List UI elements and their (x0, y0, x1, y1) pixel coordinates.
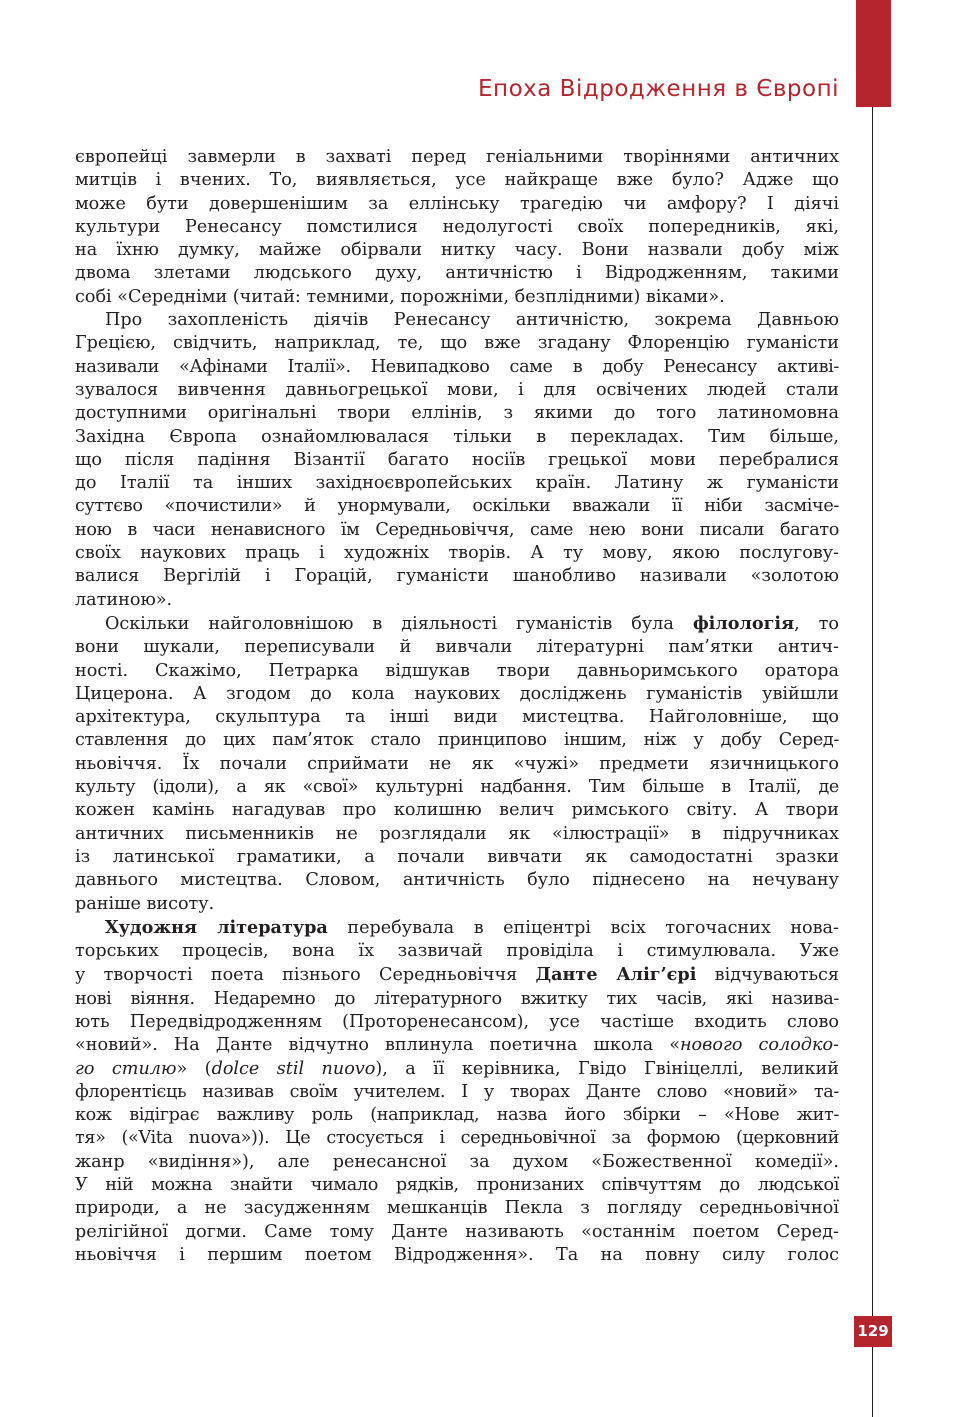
text-line (75, 1058, 839, 1081)
line-text: культури Ренесансу помстилися недолугості своїх попередників, які, (75, 216, 839, 237)
line-text: латиною». (75, 589, 173, 610)
text-line (75, 332, 839, 355)
text-line (75, 426, 839, 449)
line-text: двома злетами людського духу, античністю і Відродженням, такими (75, 263, 839, 284)
line-text: до Італії та інших західноєвропейських країн. Латину ж гуманісти (75, 473, 839, 494)
line-text: ною в часи ненависного їм Середньовіччя, саме нею вони писали багато (75, 519, 839, 540)
line-text: релігійної догми. Саме тому Данте називають «останнім поетом Серед- (75, 1221, 839, 1242)
text-line (75, 309, 839, 332)
line-text: нові віяння. Недаремно до літературного вжитку тих часів, які назива- (75, 988, 839, 1009)
text-line (75, 893, 839, 916)
text-line (75, 963, 839, 987)
text-line (75, 846, 839, 869)
line-text: Цицерона. А згодом до кола наукових досліджень гуманістів увійшли (75, 683, 839, 704)
text-line (75, 495, 839, 518)
line-text: у творчості поета пізнього Середньовіччя (75, 965, 536, 986)
text-line (75, 472, 839, 495)
line-text: кожен камінь нагадував про колишню велич римського світу. А твори (75, 800, 839, 821)
line-text: європейці завмерли в захваті перед геніальними творіннями античних (75, 147, 839, 167)
text-line (75, 636, 839, 659)
italic-phrase: dolce stil nuovo (211, 1058, 376, 1079)
line-text: Про захопленість діячів Ренесансу античністю, зокрема Давньою (105, 310, 839, 331)
text-line (75, 1174, 839, 1197)
running-header-title: Епоха Відродження в Європі (478, 76, 839, 102)
line-text: , то (794, 613, 839, 634)
text-line (75, 660, 839, 683)
text-line (75, 916, 839, 940)
text-line (75, 753, 839, 776)
line-text: ньовіччя. Їх почали сприймати не як «чужі» предмети язичницького (75, 753, 839, 774)
line-text: природи, а не засудженням мешканців Пекла з погляду середньовічної (75, 1198, 839, 1219)
line-text: ють Передвідродженням (Проторенесансом), усе частіше входить слово (75, 1011, 839, 1032)
line-text: доступними оригінальні твори еллінів, з якими до того латиномовна (75, 403, 839, 424)
text-line (75, 146, 839, 169)
text-line (75, 1151, 839, 1174)
line-text: флорентієць називав своїм учителем. І у творах Данте слово «новий» та- (75, 1081, 839, 1102)
page-number: 129 (854, 1316, 892, 1347)
line-text: » ( (176, 1058, 212, 1079)
body-text (75, 146, 839, 1267)
line-text: ), а її керівника, Гвідо Гвініцеллі, великий (375, 1058, 839, 1079)
text-line (75, 988, 839, 1011)
italic-phrase: нового солодко- (679, 1035, 839, 1056)
line-text: раніше висоту. (75, 893, 215, 914)
line-text: культу (ідоли), а як «свої» культурні надбання. Тим більше в Італії, де (75, 777, 839, 798)
text-line (75, 542, 839, 565)
line-text: перебувала в епіцентрі всіх тогочасних нова- (327, 917, 839, 938)
line-text: собі «Середніми (читай: темними, порожніми, безплідними) віками». (75, 286, 725, 307)
header-accent-bar (856, 0, 891, 107)
text-line (75, 1104, 839, 1127)
line-text: жанр «видіння»), але ренесансної за духом «Божественної комедії». (75, 1151, 839, 1172)
line-text: митців і вчених. То, виявляється, усе найкраще вже було? Адже що (75, 170, 839, 191)
line-text: торських процесів, вона їх зазвичай провіділа і стимулювала. Уже (75, 941, 839, 962)
line-text: Грецією, свідчить, наприклад, те, що вже згадану Флоренцію гуманісти (75, 333, 839, 354)
line-text: тя» («Vita nuova»)). Це стосується і середньовічної за формою (церковний (75, 1128, 839, 1149)
line-text: вони шукали, переписували й вивчали літературні пам’ятки антич- (75, 637, 839, 658)
text-line (75, 356, 839, 379)
line-text: із латинської граматики, а почали вивчати як самодостатні зразки (75, 846, 839, 867)
line-text: ньовіччя і першим поетом Відродження». Та на повну силу голос (75, 1244, 839, 1265)
line-text: У ній можна знайти чимало рядків, пронизаних співчуттям до людської (75, 1175, 839, 1196)
text-line (75, 169, 839, 192)
text-line (75, 1081, 839, 1104)
text-line (75, 612, 839, 636)
line-text: Оскільки найголовнішою в діяльності гуманістів була (105, 613, 693, 634)
text-line (75, 1244, 839, 1267)
text-line (75, 239, 839, 262)
line-text: давнього мистецтва. Словом, античність було піднесено на нечувану (75, 870, 839, 891)
page-edge-rule (872, 107, 873, 1417)
line-text: може бути довершенішим за еллінську трагедію чи амфору? І діячі (75, 193, 839, 214)
text-line (75, 216, 839, 239)
text-line (75, 449, 839, 472)
line-text: на їхню думку, майже обірвали нитку часу. Вони назвали добу між (75, 240, 839, 261)
line-text: зувалося вивчення давньогрецької мови, і для освічених людей стали (75, 379, 839, 400)
text-line (75, 565, 839, 588)
text-line (75, 683, 839, 706)
text-line (75, 869, 839, 892)
text-line (75, 379, 839, 402)
text-line (75, 262, 839, 285)
line-text: валися Вергілій і Горацій, гуманісти шанобливо називали «золотою (75, 566, 839, 587)
text-line (75, 1011, 839, 1034)
line-text: ності. Скажімо, Петрарка відшукав твори давньоримського оратора (75, 660, 839, 681)
text-line (75, 1034, 839, 1057)
line-text: називали «Афінами Італії». Невипадково саме в добу Ренесансу активі- (75, 356, 839, 377)
text-line (75, 1197, 839, 1220)
text-line (75, 776, 839, 799)
text-line (75, 519, 839, 542)
text-line (75, 729, 839, 752)
line-text: «новий». На Данте відчутно вплинула поетична школа « (75, 1035, 680, 1056)
text-line (75, 799, 839, 822)
line-text: ставлення до цих пам’яток стало принципово іншим, ніж у добу Серед- (75, 730, 839, 751)
text-line (75, 1221, 839, 1244)
italic-phrase: го стилю (75, 1058, 177, 1079)
text-line (75, 823, 839, 846)
line-text: що після падіння Візантії багато носіїв грецької мови перебралися (75, 449, 839, 470)
text-line (75, 286, 839, 309)
line-text: відчуваються (696, 965, 840, 986)
line-text: Західна Європа ознайомлювалася тільки в перекладах. Тим більше, (75, 426, 839, 447)
line-text: античних письменників не розглядали як «ілюстрації» в підручниках (75, 823, 839, 844)
text-line (75, 1127, 839, 1150)
text-line (75, 589, 839, 612)
bold-term: філологія (692, 612, 795, 634)
text-line (75, 706, 839, 729)
text-line (75, 402, 839, 425)
line-text: архітектура, скульптура та інші види мистецтва. Найголовніше, що (75, 707, 839, 728)
bold-term: Данте Аліг’єрі (535, 964, 697, 986)
line-text: своїх наукових праць і художніх творів. А ту мову, якою послугову- (75, 543, 839, 564)
bold-term: Художня література (105, 916, 328, 938)
line-text: суттєво «почистили» й унормували, оскільки вважали її ніби засміче- (75, 496, 839, 517)
text-line (75, 193, 839, 216)
line-text: кож відіграє важливу роль (наприклад, назва його збірки – «Нове жит- (75, 1105, 839, 1126)
text-line (75, 940, 839, 963)
